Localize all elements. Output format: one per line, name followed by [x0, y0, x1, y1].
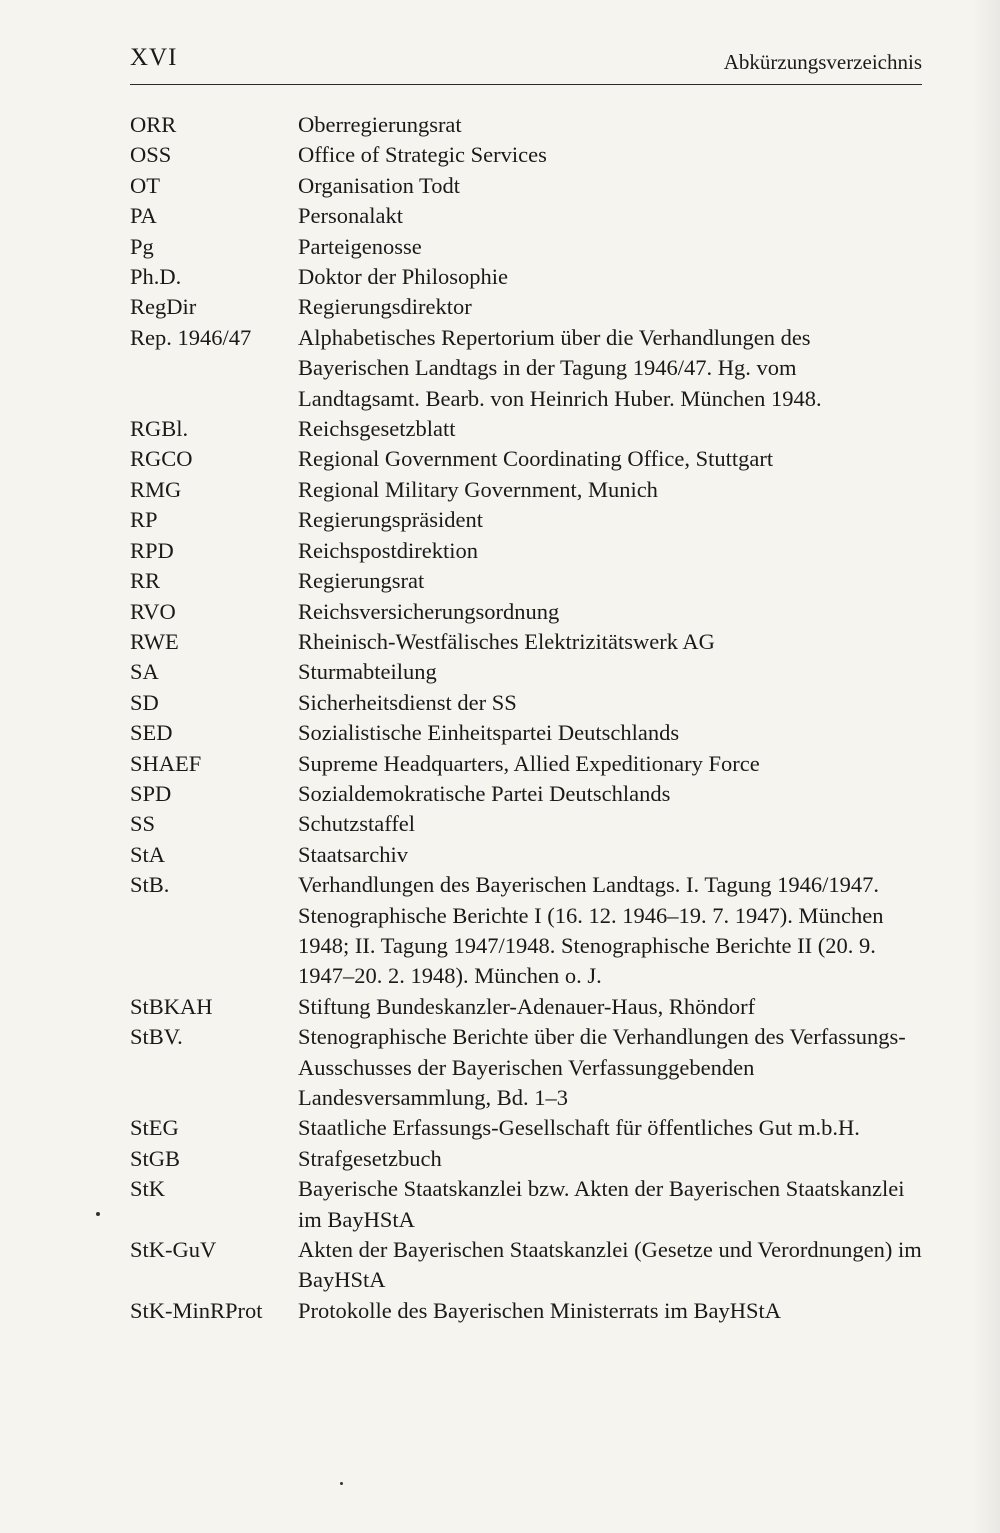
abbreviation-entry [130, 1174, 922, 1235]
abbreviation-definition: Schutzstaffel [298, 811, 416, 837]
abbreviation-definition: Regional Government Coordinating Office, Stuttgart [298, 446, 774, 472]
abbreviation-definition: Staatliche Erfassungs-Gesellschaft für öffentliches Gut m.b.H. [298, 1115, 860, 1141]
abbreviation-term: Pg [130, 233, 154, 259]
abbreviation-entry [130, 1235, 922, 1296]
page-edge-shadow [972, 0, 1000, 1533]
abbreviation-definition: Sturmabteilung [298, 659, 437, 685]
abbreviation-definition: Bayerische Staatskanzlei bzw. Akten der Bayerischen Staatskanzlei im BayHStA [298, 1176, 905, 1232]
abbreviation-entry [130, 627, 922, 657]
abbreviation-entry [130, 779, 922, 809]
abbreviation-entry [130, 749, 922, 779]
abbreviation-term: Rep. 1946/47 [130, 324, 252, 350]
abbreviation-entry [130, 262, 922, 292]
abbreviation-entry [130, 597, 922, 627]
abbreviation-definition: Stenographische Berichte über die Verhandlungen des Verfassungs-Ausschusses der Bayerischen Verfassunggebenden Landesversammlung, Bd. 1–3 [298, 1024, 906, 1110]
abbreviation-definition: Regierungspräsident [298, 507, 483, 533]
abbreviation-term: PA [130, 203, 157, 229]
abbreviation-definition: Regierungsdirektor [298, 294, 472, 320]
abbreviation-term: StBV. [130, 1024, 183, 1050]
abbreviation-term: StK-MinRProt [130, 1297, 263, 1323]
abbreviation-entry [130, 140, 922, 170]
abbreviation-entry [130, 201, 922, 231]
abbreviation-entry [130, 566, 922, 596]
abbreviation-term: RR [130, 568, 161, 594]
print-speck [96, 1212, 100, 1216]
abbreviation-entry [130, 1296, 922, 1326]
page-number: XVI [130, 44, 178, 71]
abbreviation-term: OSS [130, 142, 172, 168]
abbreviation-entry [130, 323, 922, 414]
print-speck [340, 1482, 343, 1485]
abbreviation-entry [130, 1144, 922, 1174]
abbreviation-definition: Protokolle des Bayerischen Ministerrats im BayHStA [298, 1297, 782, 1323]
abbreviation-term: SED [130, 720, 173, 746]
abbreviation-term: RegDir [130, 294, 197, 320]
abbreviation-term: StA [130, 841, 166, 867]
abbreviation-entry [130, 414, 922, 444]
abbreviation-term: RGCO [130, 446, 193, 472]
abbreviation-definition: Parteigenosse [298, 233, 422, 259]
abbreviation-entry [130, 110, 922, 140]
abbreviation-term: StEG [130, 1115, 179, 1141]
abbreviation-definition: Stiftung Bundeskanzler-Adenauer-Haus, Rhöndorf [298, 993, 756, 1019]
abbreviation-entry [130, 444, 922, 474]
abbreviation-definition: Sozialdemokratische Partei Deutschlands [298, 780, 671, 806]
abbreviation-entry [130, 1113, 922, 1143]
running-title: Abkürzungsverzeichnis [723, 50, 922, 74]
abbreviation-term: StK-GuV [130, 1237, 217, 1263]
abbreviation-entry [130, 840, 922, 870]
abbreviation-definition: Sicherheitsdienst der SS [298, 689, 517, 715]
abbreviation-entry [130, 809, 922, 839]
abbreviation-term: SS [130, 811, 156, 837]
abbreviation-term: RWE [130, 628, 179, 654]
abbreviation-definition: Reichspostdirektion [298, 537, 478, 563]
abbreviation-entry [130, 992, 922, 1022]
abbreviation-definition: Akten der Bayerischen Staatskanzlei (Gesetze und Verordnungen) im BayHStA [298, 1237, 922, 1293]
abbreviation-definition: Staatsarchiv [298, 841, 408, 867]
abbreviation-definition: Verhandlungen des Bayerischen Landtags. I. Tagung 1946/1947. Stenographische Berichte I (16. 12. 1946–19. 7. 1947). München 1948; II. Tagung 1947/1948. Stenographische Berichte II (20. 9. 1947–20. 2. 1948). München o. J. [298, 872, 884, 989]
abbreviation-term: RVO [130, 598, 176, 624]
abbreviation-term: StK [130, 1176, 166, 1202]
abbreviation-definition: Personalakt [298, 203, 403, 229]
abbreviation-term: StB. [130, 872, 170, 898]
abbreviation-term: RMG [130, 476, 182, 502]
abbreviation-entry [130, 232, 922, 262]
abbreviation-term: RP [130, 507, 158, 533]
abbreviation-definition: Supreme Headquarters, Allied Expeditionary Force [298, 750, 760, 776]
abbreviation-list [130, 110, 922, 1326]
abbreviation-entry [130, 657, 922, 687]
abbreviation-definition: Strafgesetzbuch [298, 1145, 442, 1171]
abbreviation-entry [130, 505, 922, 535]
abbreviation-definition: Doktor der Philosophie [298, 264, 508, 290]
abbreviation-entry [130, 718, 922, 748]
abbreviation-term: ORR [130, 112, 177, 137]
abbreviation-definition: Alphabetisches Repertorium über die Verhandlungen des Bayerischen Landtags in der Tagung 1946/47. Hg. vom Landtagsamt. Bearb. von Heinrich Huber. München 1948. [298, 324, 822, 411]
page-header [130, 40, 922, 85]
abbreviation-entry [130, 688, 922, 718]
abbreviation-term: Ph.D. [130, 264, 182, 290]
abbreviation-term: StBKAH [130, 993, 213, 1019]
abbreviation-definition: Regierungsrat [298, 568, 425, 594]
abbreviation-definition: Sozialistische Einheitspartei Deutschlands [298, 720, 680, 746]
abbreviation-term: RGBl. [130, 416, 189, 442]
abbreviation-entry [130, 1022, 922, 1113]
abbreviation-definition: Office of Strategic Services [298, 142, 547, 168]
abbreviation-entry [130, 536, 922, 566]
abbreviation-entry [130, 292, 922, 322]
abbreviation-term: SHAEF [130, 750, 202, 776]
abbreviation-entry [130, 475, 922, 505]
abbreviation-definition: Reichsversicherungsordnung [298, 598, 560, 624]
abbreviation-entry [130, 171, 922, 201]
abbreviation-term: SD [130, 689, 159, 715]
abbreviation-term: OT [130, 172, 160, 198]
abbreviation-definition: Reichsgesetzblatt [298, 416, 456, 442]
abbreviation-term: SA [130, 659, 159, 685]
abbreviation-definition: Rheinisch-Westfälisches Elektrizitätswerk AG [298, 628, 715, 654]
abbreviation-definition: Oberregierungsrat [298, 112, 462, 137]
abbreviation-term: RPD [130, 537, 174, 563]
abbreviation-definition: Organisation Todt [298, 172, 460, 198]
abbreviation-definition: Regional Military Government, Munich [298, 476, 658, 502]
abbreviation-term: StGB [130, 1145, 181, 1171]
abbreviation-entry [130, 870, 922, 992]
abbreviation-term: SPD [130, 780, 172, 806]
